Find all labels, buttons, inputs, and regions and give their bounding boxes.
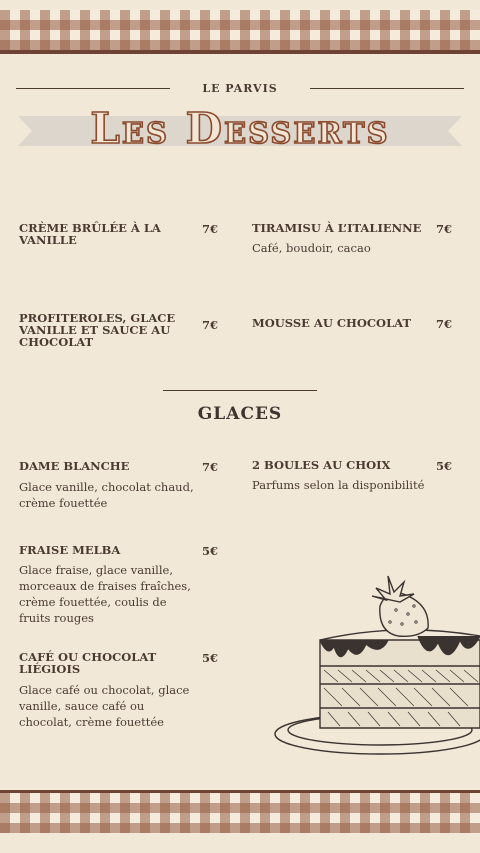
menu-item-description: Glace vanille, chocolat chaud, crème fouettée: [19, 480, 194, 510]
menu-item-price: 7€: [202, 222, 219, 236]
menu-item-name: MOUSSE AU CHOCOLAT: [252, 316, 412, 330]
menu-item-price: 5€: [202, 544, 219, 558]
menu-item-price: 5€: [436, 459, 453, 473]
menu-item-price: 7€: [436, 222, 453, 236]
menu-item-name: CRÈME BRÛLÉE À LA VANILLE: [19, 221, 161, 247]
section-divider: [163, 390, 317, 391]
header-rule-right: [310, 88, 464, 89]
menu-item-price: 5€: [202, 651, 219, 665]
menu-item-name: FRAISE MELBA: [19, 543, 121, 557]
menu-item-name: CAFÉ OU CHOCOLAT LIÉGIOIS: [19, 650, 157, 676]
menu-item-description: Glace café ou chocolat, glace vanille, sauce café ou chocolat, crème fouettée: [19, 683, 190, 729]
menu-item-price: 7€: [202, 460, 219, 474]
top-checkered-border: [0, 10, 480, 50]
menu-item-description: Glace fraise, glace vanille, morceaux de fraises fraîches, crème fouettée, coulis de fruits rouges: [19, 563, 191, 625]
menu-item-price: 7€: [436, 317, 453, 331]
page-title: Les Desserts: [90, 104, 390, 153]
menu-item-name: 2 BOULES AU CHOIX: [252, 458, 391, 472]
restaurant-name: LE PARVIS: [202, 82, 278, 95]
menu-item-name: TIRAMISU À L’ITALIENNE: [252, 221, 422, 235]
menu-item-description: Parfums selon la disponibilité: [252, 478, 425, 492]
bottom-checkered-border: [0, 793, 480, 833]
menu-item-price: 7€: [202, 318, 219, 332]
menu-item-name: DAME BLANCHE: [19, 459, 130, 473]
menu-item-description: Café, boudoir, cacao: [252, 241, 371, 255]
menu-item-name: PROFITEROLES, GLACE VANILLE ET SAUCE AU CHOCOLAT: [19, 311, 176, 349]
cake-illustration: [268, 566, 480, 778]
top-border-line: [0, 50, 480, 54]
section-title-glaces: GLACES: [197, 404, 283, 424]
